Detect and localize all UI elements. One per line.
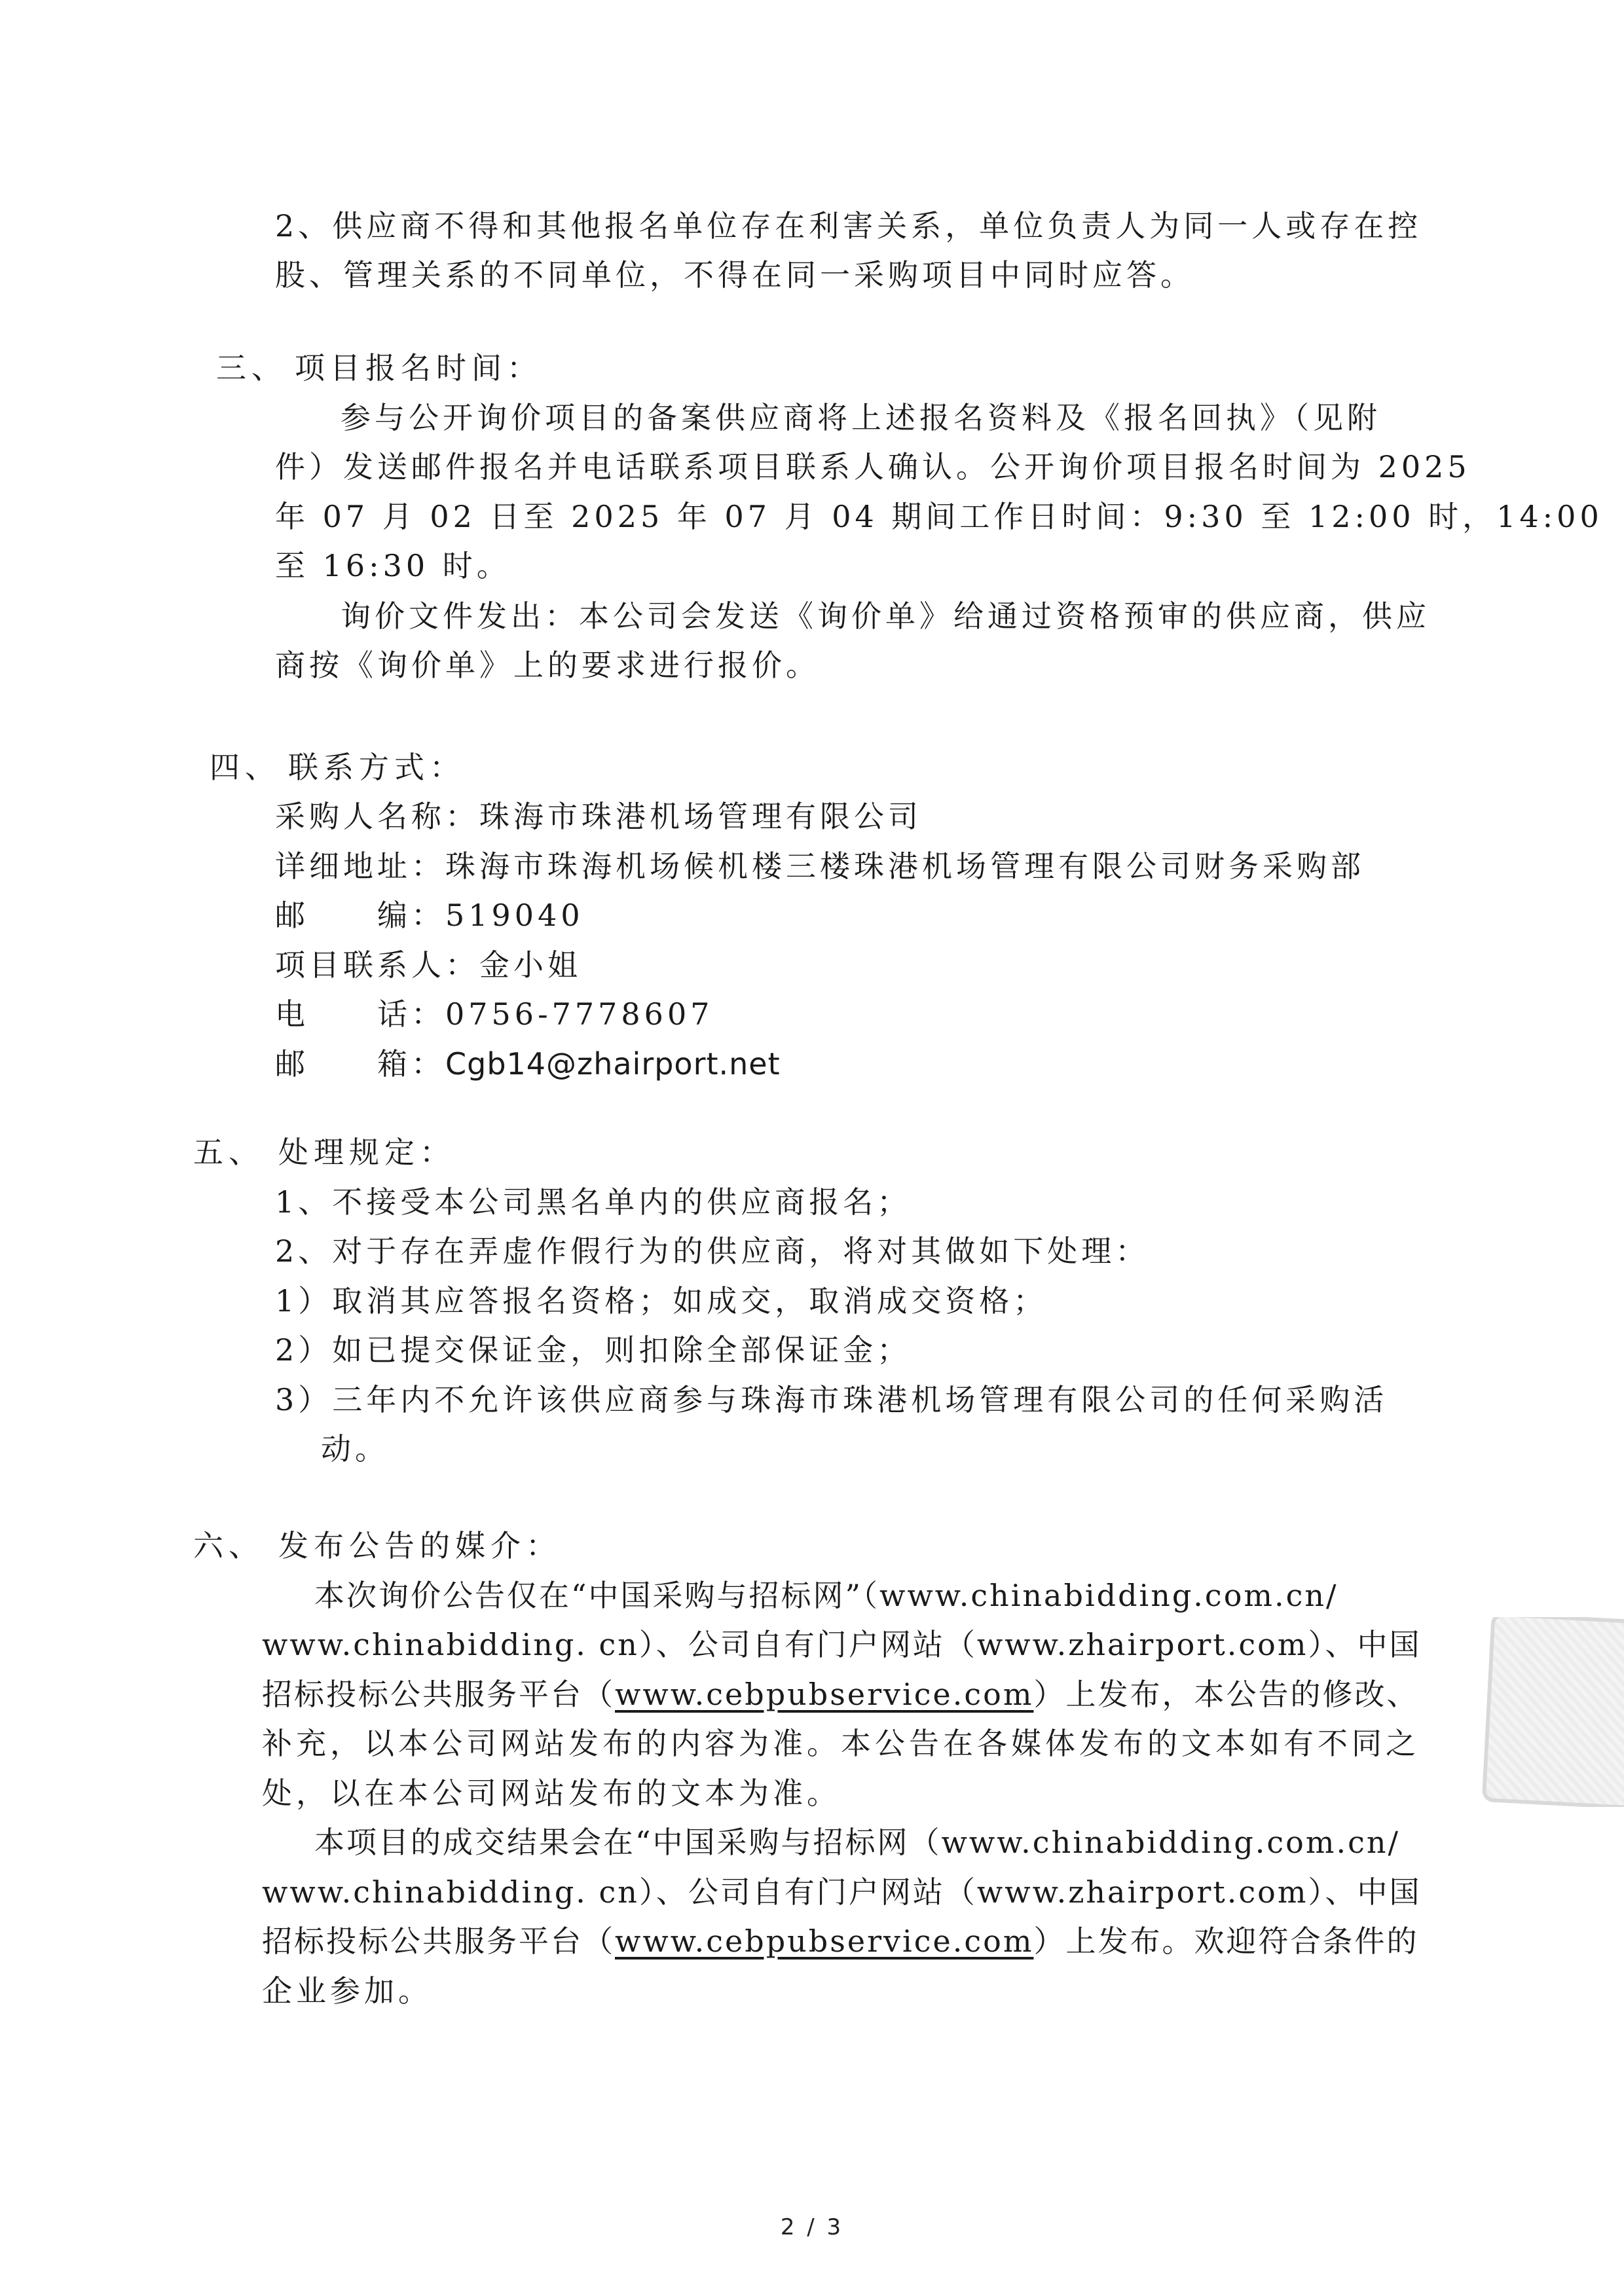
sec6-p1-line-3 bbox=[262, 1675, 1418, 1714]
sec3-number: 三、 bbox=[216, 350, 287, 386]
sec3-p1-line-4: 至 16:30 时。 bbox=[275, 548, 511, 583]
sec6-p2-line-1: 本项目的成交结果会在“中国采购与招标网（www.chinabidding.com.cn/ bbox=[314, 1825, 1400, 1860]
sec2-line-1: 2、供应商不得和其他报名单位存在利害关系，单位负责人为同一人或存在控 bbox=[275, 208, 1422, 244]
contact-label: 项目联系人： bbox=[275, 947, 479, 983]
sec2-line-2: 股、管理关系的不同单位，不得在同一采购项目中同时应答。 bbox=[275, 257, 1194, 293]
sec6-number: 六、 bbox=[193, 1528, 264, 1563]
sec3-p1-line-3: 年 07 月 02 日至 2025 年 07 月 04 期间工作日时间：9:30 至 12:00 时，14:00 bbox=[275, 499, 1603, 534]
email-label: 邮 箱： bbox=[275, 1046, 445, 1082]
contact-value: 金小姐 bbox=[479, 947, 581, 983]
sec5-title: 处理规定： bbox=[278, 1135, 455, 1170]
cebpubservice-link-2[interactable]: www.cebpubservice.com bbox=[615, 1923, 1034, 1959]
sec6-p1-line-4: 补充，以本公司网站发布的内容为准。本公告在各媒体发布的文本如有不同之 bbox=[262, 1726, 1420, 1761]
email-row bbox=[275, 1044, 781, 1084]
sec5-item-5: 3）三年内不允许该供应商参与珠海市珠港机场管理有限公司的任何采购活 bbox=[275, 1382, 1388, 1417]
seal-stamp-fragment bbox=[1473, 1617, 1624, 1807]
sec6-p2-line-3-post: ）上发布。欢迎符合条件的 bbox=[1033, 1923, 1419, 1959]
email-link[interactable]: Cgb14@zhairport.net bbox=[445, 1046, 781, 1082]
phone-row bbox=[275, 994, 713, 1034]
phone-label: 电 话： bbox=[275, 996, 445, 1032]
page-number: 2 / 3 bbox=[780, 2214, 844, 2240]
sec4-heading bbox=[210, 748, 465, 787]
phone-value: 0756-7778607 bbox=[445, 996, 714, 1032]
sec3-title: 项目报名时间： bbox=[295, 350, 542, 386]
sec3-p1-line-2: 件）发送邮件报名并电话联系项目联系人确认。公开询价项目报名时间为 2025 bbox=[275, 449, 1471, 484]
sec3-p2-line-2: 商按《询价单》上的要求进行报价。 bbox=[275, 647, 820, 683]
sec5-item-1: 1、不接受本公司黑名单内的供应商报名； bbox=[275, 1184, 912, 1220]
address-label: 详细地址： bbox=[275, 848, 445, 884]
sec6-title: 发布公告的媒介： bbox=[278, 1528, 561, 1563]
sec6-p2-line-2: www.chinabidding. cn）、公司自有门户网站（www.zhairport.com）、中国 bbox=[262, 1874, 1422, 1910]
buyer-value: 珠海市珠港机场管理有限公司 bbox=[479, 799, 922, 834]
sec4-title: 联系方式： bbox=[288, 750, 465, 785]
sec5-item-2: 2、对于存在弄虚作假行为的供应商，将对其做如下处理： bbox=[275, 1233, 1150, 1269]
sec4-number: 四、 bbox=[210, 750, 280, 785]
sec5-item-3: 1）取消其应答报名资格；如成交，取消成交资格； bbox=[275, 1283, 1048, 1319]
sec6-p1-line-1: 本次询价公告仅在“中国采购与招标网”（www.chinabidding.com.cn/ bbox=[314, 1578, 1338, 1613]
sec5-item-5-cont: 动。 bbox=[321, 1431, 389, 1467]
postcode-label: 邮 编： bbox=[275, 898, 445, 933]
sec3-p1-line-1: 参与公开询价项目的备案供应商将上述报名资料及《报名回执》（见附 bbox=[341, 400, 1381, 435]
sec5-item-4: 2）如已提交保证金，则扣除全部保证金； bbox=[275, 1332, 912, 1368]
sec5-number: 五、 bbox=[193, 1135, 264, 1170]
sec5-heading bbox=[193, 1133, 455, 1172]
sec6-heading bbox=[193, 1526, 561, 1565]
cebpubservice-link[interactable]: www.cebpubservice.com bbox=[615, 1677, 1034, 1712]
postcode-value: 519040 bbox=[445, 898, 584, 933]
contact-row bbox=[275, 945, 581, 985]
address-value: 珠海市珠海机场候机楼三楼珠港机场管理有限公司财务采购部 bbox=[445, 848, 1365, 884]
sec6-p2-line-3-pre: 招标投标公共服务平台（ bbox=[262, 1923, 615, 1959]
sec6-p2-line-4: 企业参加。 bbox=[262, 1973, 432, 2009]
postcode-row bbox=[275, 896, 584, 935]
sec6-p1-line-3-pre: 招标投标公共服务平台（ bbox=[262, 1677, 615, 1712]
seal-stamp-image bbox=[1482, 1617, 1624, 1807]
sec6-p1-line-5: 处，以在本公司网站发布的文本为准。 bbox=[262, 1776, 841, 1811]
address-row bbox=[275, 847, 1365, 886]
buyer-row bbox=[275, 797, 922, 836]
sec3-p2-line-1: 询价文件发出：本公司会发送《询价单》给通过资格预审的供应商，供应 bbox=[341, 598, 1430, 634]
buyer-label: 采购人名称： bbox=[275, 799, 479, 834]
sec6-p1-line-3-post: ）上发布，本公告的修改、 bbox=[1033, 1677, 1419, 1712]
sec6-p1-line-2: www.chinabidding. cn）、公司自有门户网站（www.zhairport.com）、中国 bbox=[262, 1627, 1422, 1662]
sec3-heading bbox=[216, 348, 542, 388]
sec6-p2-line-3 bbox=[262, 1922, 1418, 1961]
